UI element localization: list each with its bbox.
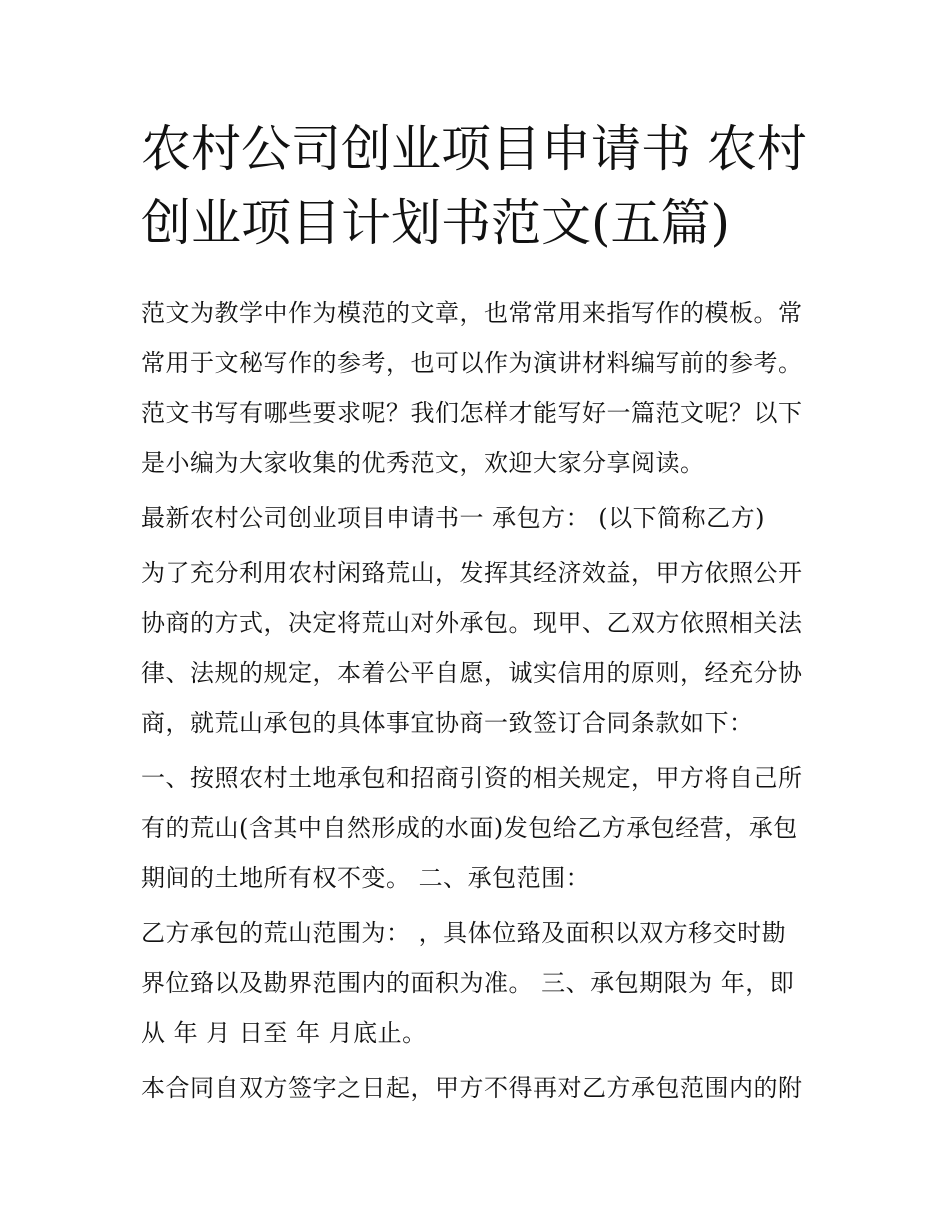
text-line: 常用于文秘写作的参考，也可以作为演讲材料编写前的参考。 bbox=[141, 349, 803, 377]
section-heading-paragraph bbox=[141, 493, 811, 543]
text-line: 协商的方式，决定将荒山对外承包。现甲、乙双方依照相关法 bbox=[141, 609, 803, 637]
text-line: 乙方承包的荒山范围为： ，具体位臵及面积以双方移交时勘 bbox=[141, 919, 787, 947]
text-line: 有的荒山(含其中自然形成的水面)发包给乙方承包经营，承包 bbox=[141, 814, 798, 842]
text-line: 从 年 月 日至 年 月底止。 bbox=[141, 1019, 427, 1047]
text-line: 范文书写有哪些要求呢？我们怎样才能写好一篇范文呢？以下 bbox=[141, 399, 803, 427]
title-line: 创业项目计划书范文(五篇) bbox=[141, 194, 731, 252]
clause-two-paragraph bbox=[141, 908, 811, 1058]
text-line: 范文为教学中作为模范的文章，也常常用来指写作的模板。常 bbox=[141, 299, 803, 327]
text-line: 期间的土地所有权不变。 二、承包范围： bbox=[141, 864, 591, 892]
document-body bbox=[141, 288, 811, 1113]
clause-three-paragraph bbox=[141, 1063, 811, 1113]
text-line: 是小编为大家收集的优秀范文，欢迎大家分享阅读。 bbox=[141, 449, 705, 477]
purpose-paragraph bbox=[141, 548, 811, 748]
document-title bbox=[141, 112, 811, 260]
clause-one-paragraph bbox=[141, 753, 811, 903]
text-line: 律、法规的规定，本着公平自愿，诚实信用的原则，经充分协 bbox=[141, 659, 803, 687]
title-line: 农村公司创业项目申请书 农村 bbox=[141, 120, 807, 178]
text-line: 一、按照农村土地承包和招商引资的相关规定，甲方将自己所 bbox=[141, 764, 803, 792]
intro-paragraph bbox=[141, 288, 811, 488]
text-line: 为了充分利用农村闲臵荒山，发挥其经济效益，甲方依照公开 bbox=[141, 559, 803, 587]
text-line: 最新农村公司创业项目申请书一 承包方： (以下简称乙方) bbox=[141, 504, 765, 532]
document-page bbox=[141, 112, 811, 1118]
text-line: 界位臵以及勘界范围内的面积为准。 三、承包期限为 年，即 bbox=[141, 969, 795, 997]
text-line: 商，就荒山承包的具体事宜协商一致签订合同条款如下： bbox=[141, 709, 754, 737]
text-line: 本合同自双方签字之日起，甲方不得再对乙方承包范围内的附 bbox=[141, 1074, 803, 1102]
